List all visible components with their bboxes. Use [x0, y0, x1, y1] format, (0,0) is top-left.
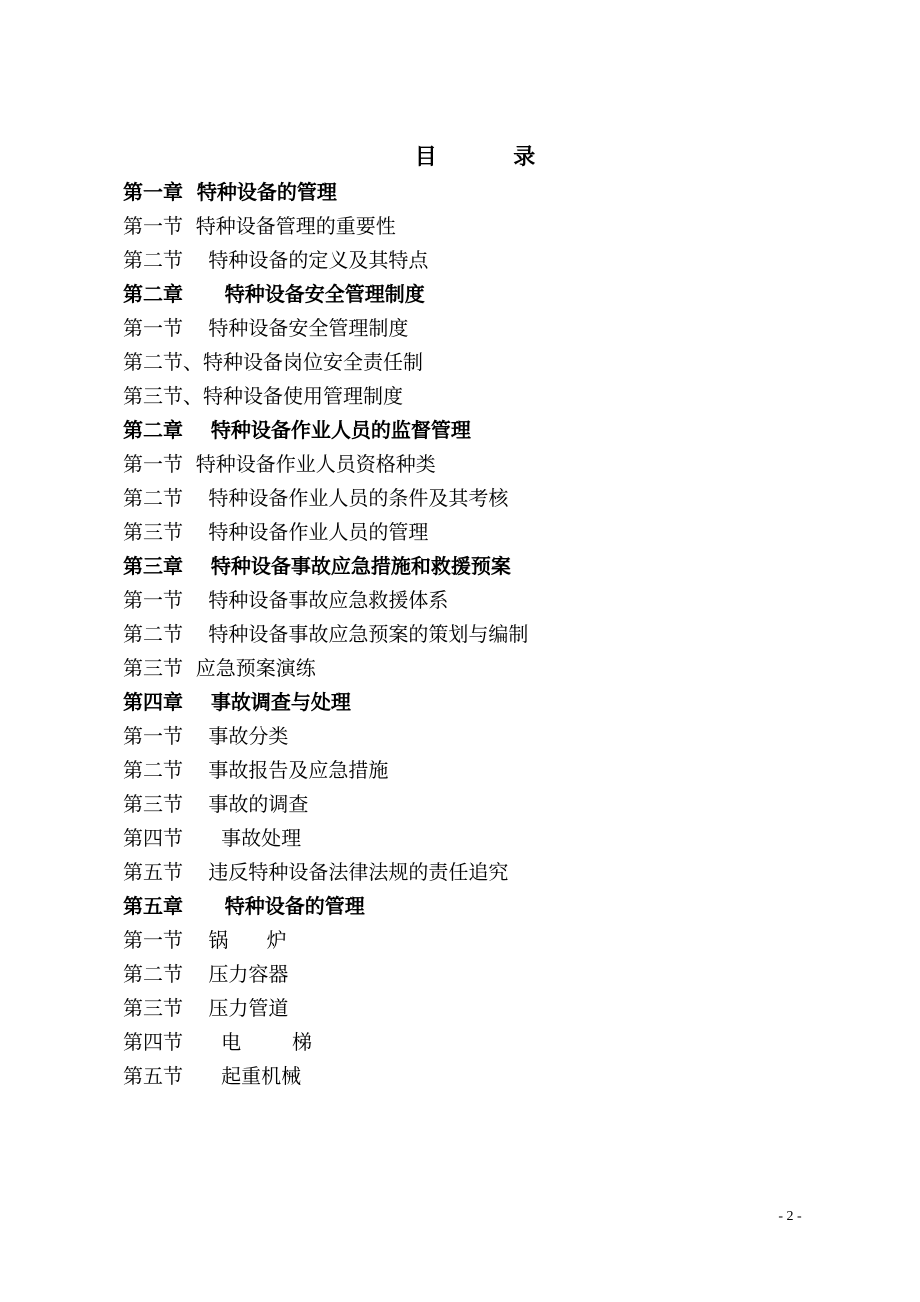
toc-section-4-1: 第一节 事故分类 — [123, 724, 289, 748]
toc-section-3-1: 第一节 特种设备事故应急救援体系 — [123, 588, 449, 612]
toc-chapter-2b: 第二章 特种设备作业人员的监督管理 — [123, 418, 471, 442]
toc-section-5-4: 第四节 电 梯 — [123, 1030, 313, 1054]
toc-section-3-3: 第三节 应急预案演练 — [123, 656, 316, 680]
toc-title: 目 录 — [414, 144, 536, 170]
toc-section-5-5: 第五节 起重机械 — [123, 1064, 302, 1088]
toc-chapter-3: 第三章 特种设备事故应急措施和救援预案 — [123, 554, 511, 578]
toc-section-5-1: 第一节 锅 炉 — [123, 928, 287, 952]
toc-section-5-2: 第二节 压力容器 — [123, 962, 289, 986]
toc-section-4-3: 第三节 事故的调查 — [123, 792, 309, 816]
toc-section-2a-1: 第一节 特种设备安全管理制度 — [123, 316, 409, 340]
toc-section-4-2: 第二节 事故报告及应急措施 — [123, 758, 389, 782]
toc-section-2b-1: 第一节 特种设备作业人员资格种类 — [123, 452, 436, 476]
toc-section-2a-3: 第三节、特种设备使用管理制度 — [123, 384, 403, 408]
toc-chapter-1: 第一章 特种设备的管理 — [123, 180, 337, 204]
toc-section-3-2: 第二节 特种设备事故应急预案的策划与编制 — [123, 622, 529, 646]
toc-section-1-2: 第二节 特种设备的定义及其特点 — [123, 248, 429, 272]
toc-section-4-5: 第五节 违反特种设备法律法规的责任追究 — [123, 860, 509, 884]
page-number: - 2 - — [778, 1209, 802, 1224]
toc-chapter-4: 第四章 事故调查与处理 — [123, 690, 351, 714]
toc-chapter-5: 第五章 特种设备的管理 — [123, 894, 365, 918]
toc-section-5-3: 第三节 压力管道 — [123, 996, 289, 1020]
toc-chapter-2a: 第二章 特种设备安全管理制度 — [123, 282, 425, 306]
toc-list — [123, 175, 823, 1093]
toc-section-2a-2: 第二节、特种设备岗位安全责任制 — [123, 350, 423, 374]
toc-section-4-4: 第四节 事故处理 — [123, 826, 302, 850]
toc-section-2b-3: 第三节 特种设备作业人员的管理 — [123, 520, 429, 544]
toc-section-2b-2: 第二节 特种设备作业人员的条件及其考核 — [123, 486, 509, 510]
toc-section-1-1: 第一节 特种设备管理的重要性 — [123, 214, 396, 238]
